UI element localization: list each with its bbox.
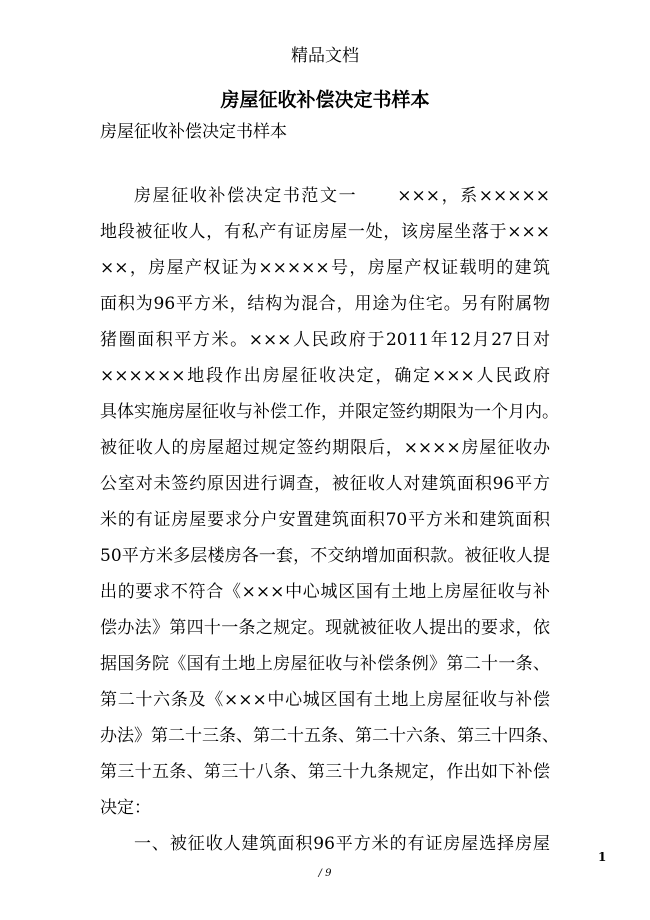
body-line: 米的有证房屋要求分户安置建筑面积70平方米和建筑面积 — [100, 510, 550, 530]
body-line: 办法》第二十三条、第二十五条、第二十六条、第三十四条、 — [100, 726, 559, 746]
body-line: 决定： — [100, 798, 151, 818]
body-line: 第三十五条、第三十八条、第三十九条规定，作出如下补偿 — [100, 762, 550, 782]
body-line: 被征收人的房屋超过规定签约期限后，××××房屋征收办 — [100, 438, 550, 458]
body-lead: 房屋征收补偿决定书范文一 — [134, 186, 358, 206]
header-label: 精品文档 — [291, 46, 359, 66]
body-line: 据国务院《国有土地上房屋征收与补偿条例》第二十一条、 — [100, 654, 550, 674]
page-number: 1 — [598, 850, 607, 864]
body-lead-continuation: ×××，系××××× — [397, 186, 551, 206]
body-line: ××，房屋产权证为×××××号，房屋产权证载明的建筑 — [100, 258, 550, 278]
body-line: 地段被征收人，有私产有证房屋一处，该房屋坐落于××× — [100, 222, 550, 242]
body-line: ××××××地段作出房屋征收决定，确定×××人民政府 — [100, 366, 550, 386]
document-body — [100, 178, 559, 862]
page-total: / 9 — [318, 868, 332, 879]
body-line: 面积为96平方米，结构为混合，用途为住宅。另有附属物 — [100, 294, 550, 314]
body-line: 第二十六条及《×××中心城区国有土地上房屋征收与补偿 — [100, 690, 550, 710]
body-line: 一、被征收人建筑面积96平方米的有证房屋选择房屋 — [134, 834, 550, 854]
body-line: 具体实施房屋征收与补偿工作，并限定签约期限为一个月内。 — [100, 402, 559, 422]
body-line: 猪圈面积平方米。×××人民政府于2011年12月27日对 — [100, 330, 550, 350]
body-line: 50平方米多层楼房各一套，不交纳增加面积款。被征收人提 — [100, 546, 550, 566]
document-title: 房屋征收补偿决定书样本 — [220, 89, 430, 111]
document-subtitle: 房屋征收补偿决定书样本 — [100, 122, 287, 142]
body-line: 出的要求不符合《×××中心城区国有土地上房屋征收与补 — [100, 582, 550, 602]
body-line — [100, 178, 550, 214]
body-line: 公室对未签约原因进行调查，被征收人对建筑面积96平方 — [100, 474, 550, 494]
body-line: 偿办法》第四十一条之规定。现就被征收人提出的要求，依 — [100, 618, 550, 638]
